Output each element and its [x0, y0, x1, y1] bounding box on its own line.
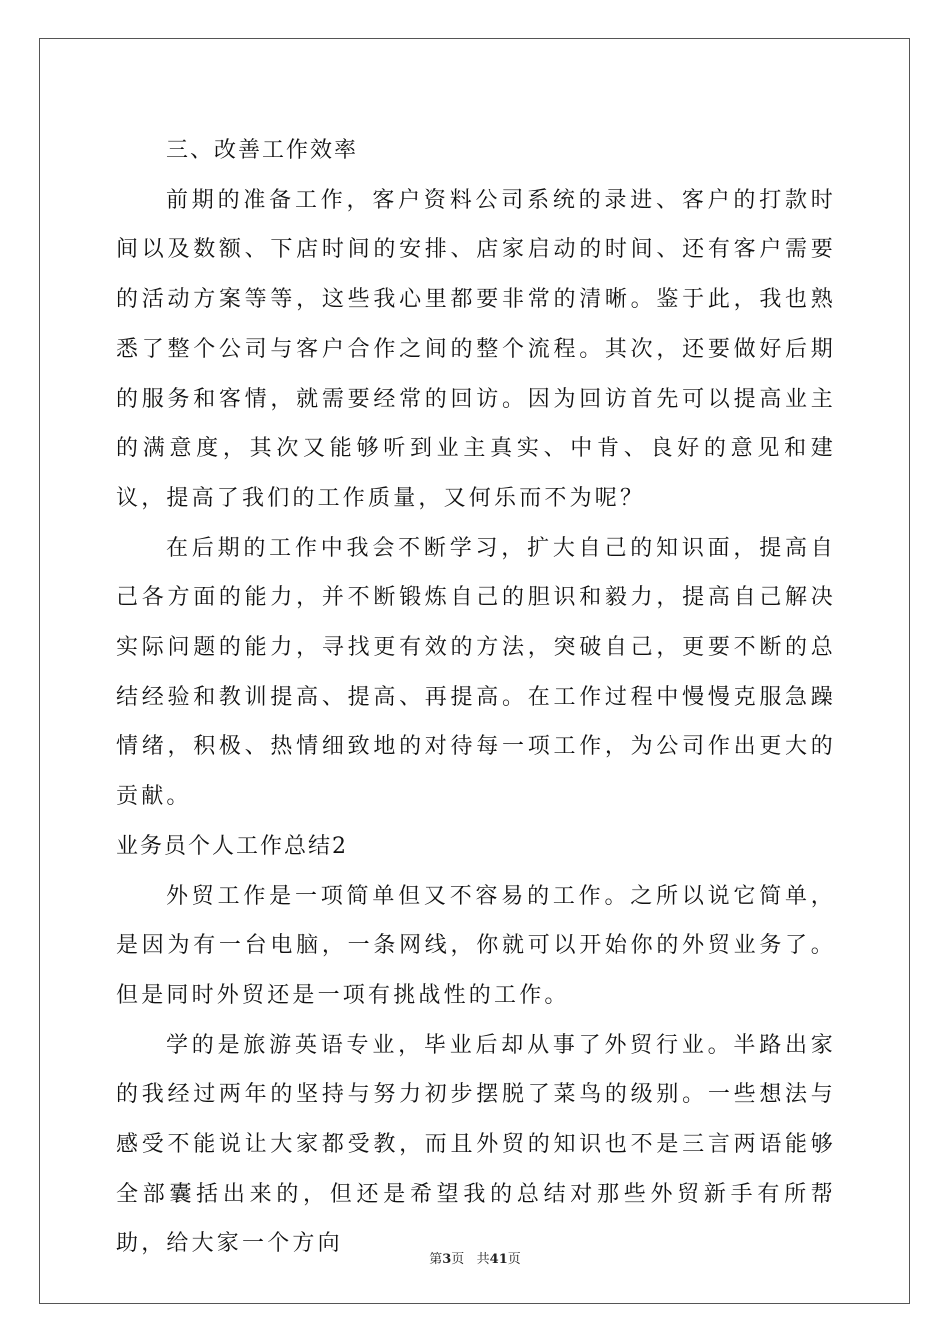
footer-suffix: 页 — [507, 1252, 521, 1267]
paragraph: 在后期的工作中我会不断学习，扩大自己的知识面，提高自己各方面的能力，并不断锻炼自己的胆识和毅力，提高自己解决实际问题的能力，寻找更有效的方法，突破自己，更要不断的总结经验和教训提高、提高、再提高。在工作过程中慢慢克服急躁情绪，积极、热情细致地的对待每一项工作，为公司作出更大的贡献。 — [116, 535, 836, 810]
footer-mid: 页 共 — [451, 1252, 490, 1267]
section-heading: 三、改善工作效率 — [166, 138, 359, 163]
paragraph: 前期的准备工作，客户资料公司系统的录进、客户的打款时间以及数额、下店时间的安排、店家启动的时间、还有客户需要的活动方案等等，这些我心里都要非常的清晰。鉴于此，我也熟悉了整个公司与客户合作之间的整个流程。其次，还要做好后期的服务和客情，就需要经常的回访。因为回访首先可以提高业主的满意度，其次又能够听到业主真实、中肯、良好的意见和建议，提高了我们的工作质量，又何乐而不为呢？ — [116, 187, 836, 511]
document-title: 业务员个人工作总结2 — [116, 833, 348, 859]
total-page-count: 41 — [489, 1252, 508, 1267]
page-footer — [0, 1248, 950, 1267]
footer-prefix: 第 — [429, 1252, 443, 1267]
paragraph: 外贸工作是一项简单但又不容易的工作。之所以说它简单，是因为有一台电脑，一条网线，你就可以开始你的外贸业务了。但是同时外贸还是一项有挑战性的工作。 — [116, 883, 836, 1008]
paragraph: 学的是旅游英语专业，毕业后却从事了外贸行业。半路出家的我经过两年的坚持与努力初步摆脱了菜鸟的级别。一些想法与感受不能说让大家都受教，而且外贸的知识也不是三言两语能够全部囊括出来的，但还是希望我的总结对那些外贸新手有所帮助，给大家一个方向 — [116, 1032, 836, 1257]
document-body — [116, 126, 836, 1269]
current-page-number: 3 — [442, 1252, 452, 1267]
